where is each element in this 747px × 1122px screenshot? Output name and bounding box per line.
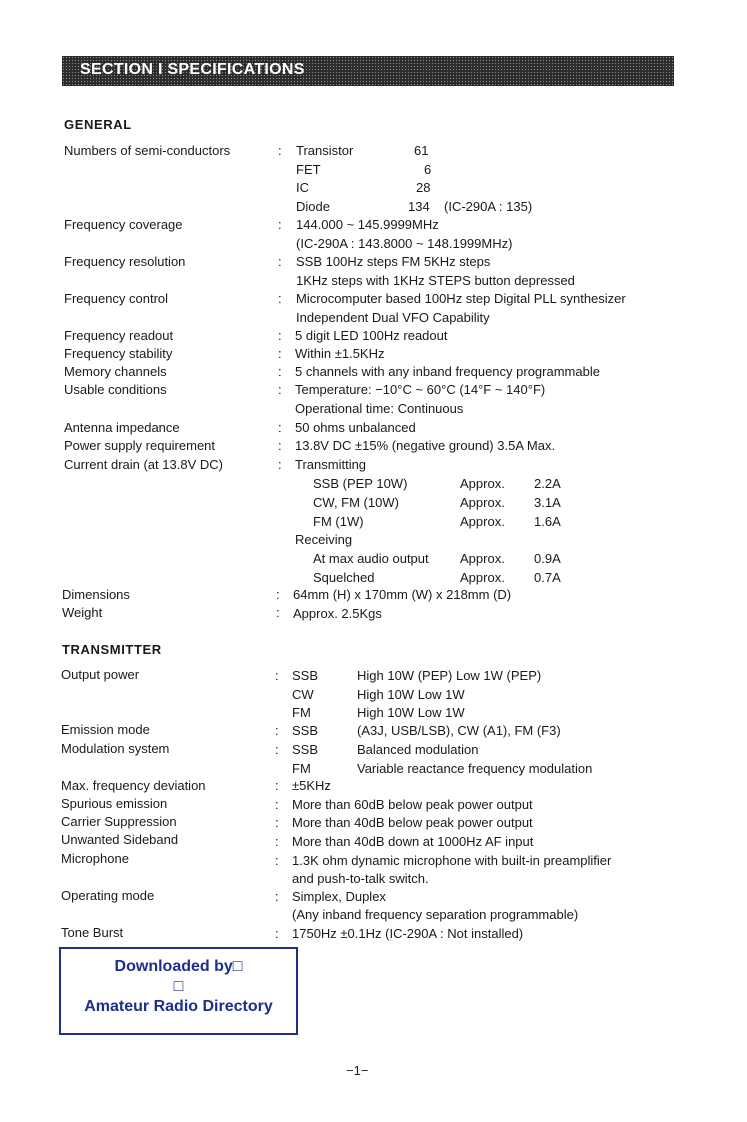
rx-mode: At max audio output (313, 551, 429, 566)
tone-value: 1750Hz ±0.1Hz (IC-290A : Not installed) (292, 926, 524, 941)
colon: : (278, 382, 282, 397)
semiconductors-label: Numbers of semi-conductors (64, 143, 231, 158)
download-stamp-source: Amateur Radio Directory (84, 998, 273, 1015)
download-stamp (59, 947, 298, 1035)
semi-name: IC (296, 180, 309, 195)
tx-mode: FM (1W) (313, 514, 364, 529)
colon: : (275, 853, 279, 868)
microphone-label: Microphone (61, 851, 129, 866)
semi-note: (IC-290A : 135) (444, 199, 533, 214)
colon: : (278, 254, 282, 269)
tx-amps: 3.1A (534, 495, 561, 510)
colon: : (275, 723, 279, 738)
modulation-value: Variable reactance frequency modulation (357, 761, 593, 776)
freq-resolution-note: 1KHz steps with 1KHz STEPS button depressed (296, 273, 575, 288)
weight-value: Approx. 2.5Kgs (293, 606, 382, 621)
freq-control-label: Frequency control (64, 291, 169, 306)
colon: : (278, 420, 282, 435)
output-mode: SSB (292, 668, 319, 683)
operating-note: (Any inband frequency separation programmable) (292, 907, 579, 922)
colon: : (276, 587, 280, 602)
memory-value: 5 channels with any inband frequency programmable (295, 364, 600, 379)
sideband-value: More than 40dB down at 1000Hz AF input (292, 834, 534, 849)
freq-control-note: Independent Dual VFO Capability (296, 310, 490, 325)
usable-time: Operational time: Continuous (295, 401, 464, 416)
rx-approx: Approx. (460, 551, 505, 566)
dimensions-label: Dimensions (62, 587, 130, 602)
rx-mode: Squelched (313, 570, 375, 585)
tx-amps: 1.6A (534, 514, 561, 529)
freq-readout-label: Frequency readout (64, 328, 174, 343)
power-supply-label: Power supply requirement (64, 438, 216, 453)
semi-name: Transistor (296, 143, 354, 158)
colon: : (275, 889, 279, 904)
tx-mode: SSB (PEP 10W) (313, 476, 408, 491)
semi-count: 61 (414, 143, 429, 158)
tx-amps: 2.2A (534, 476, 561, 491)
output-mode: CW (292, 687, 314, 702)
tone-label: Tone Burst (61, 925, 124, 940)
current-label: Current drain (at 13.8V DC) (64, 457, 223, 472)
colon: : (276, 605, 280, 620)
tx-approx: Approx. (460, 495, 505, 510)
semi-count: 28 (416, 180, 431, 195)
output-value: High 10W (PEP) Low 1W (PEP) (357, 668, 542, 683)
modulation-mode: FM (292, 761, 311, 776)
carrier-value: More than 40dB below peak power output (292, 815, 533, 830)
colon: : (278, 143, 282, 158)
usable-temperature: Temperature: −10°C ~ 60°C (14°F ~ 140°F) (295, 382, 546, 397)
sideband-label: Unwanted Sideband (61, 832, 179, 847)
spurious-value: More than 60dB below peak power output (292, 797, 533, 812)
freq-coverage-note: (IC-290A : 143.8000 ~ 148.1999MHz) (296, 236, 513, 251)
modulation-value: Balanced modulation (357, 742, 479, 757)
emission-mode: SSB (292, 723, 319, 738)
page-number: −1− (346, 1063, 369, 1078)
colon: : (278, 346, 282, 361)
freq-coverage-label: Frequency coverage (64, 217, 183, 232)
operating-value: Simplex, Duplex (292, 889, 386, 904)
freq-stability-label: Frequency stability (64, 346, 173, 361)
output-power-label: Output power (61, 667, 140, 682)
transmitting-label: Transmitting (295, 457, 367, 472)
power-supply-value: 13.8V DC ±15% (negative ground) 3.5A Max. (295, 438, 556, 453)
output-value: High 10W Low 1W (357, 705, 465, 720)
freq-control-value: Microcomputer based 100Hz step Digital PLL synthesizer (296, 291, 626, 306)
rx-amps: 0.9A (534, 551, 561, 566)
colon: : (278, 457, 282, 472)
download-stamp-line: □ (173, 978, 184, 995)
colon: : (275, 834, 279, 849)
antenna-value: 50 ohms unbalanced (295, 420, 416, 435)
semi-count: 134 (408, 199, 430, 214)
operating-label: Operating mode (61, 888, 155, 903)
modulation-label: Modulation system (61, 741, 170, 756)
colon: : (278, 291, 282, 306)
modulation-mode: SSB (292, 742, 319, 757)
output-mode: FM (292, 705, 311, 720)
receiving-label: Receiving (295, 532, 353, 547)
colon: : (275, 778, 279, 793)
colon: : (275, 668, 279, 683)
tx-approx: Approx. (460, 476, 505, 491)
rx-amps: 0.7A (534, 570, 561, 585)
carrier-label: Carrier Suppression (61, 814, 177, 829)
colon: : (278, 438, 282, 453)
section-title: SECTION I SPECIFICATIONS (80, 61, 305, 78)
colon: : (275, 926, 279, 941)
colon: : (278, 217, 282, 232)
output-value: High 10W Low 1W (357, 687, 465, 702)
freq-resolution-value: SSB 100Hz steps FM 5KHz steps (296, 254, 491, 269)
semi-count: 6 (424, 162, 432, 177)
colon: : (278, 328, 282, 343)
rx-approx: Approx. (460, 570, 505, 585)
weight-label: Weight (62, 605, 103, 620)
semi-name: FET (296, 162, 321, 177)
colon: : (278, 364, 282, 379)
transmitter-heading: TRANSMITTER (62, 642, 162, 657)
deviation-value: ±5KHz (292, 778, 331, 793)
deviation-label: Max. frequency deviation (61, 778, 206, 793)
general-heading: GENERAL (64, 117, 132, 132)
download-stamp-line: Downloaded by□ (114, 958, 243, 975)
antenna-label: Antenna impedance (64, 420, 180, 435)
freq-coverage-value: 144.000 ~ 145.9999MHz (296, 217, 439, 232)
freq-readout-value: 5 digit LED 100Hz readout (295, 328, 448, 343)
colon: : (275, 815, 279, 830)
semi-name: Diode (296, 199, 330, 214)
spurious-label: Spurious emission (61, 796, 168, 811)
microphone-note: and push-to-talk switch. (292, 871, 429, 886)
freq-resolution-label: Frequency resolution (64, 254, 186, 269)
emission-label: Emission mode (61, 722, 150, 737)
memory-label: Memory channels (64, 364, 167, 379)
section-banner (62, 56, 674, 86)
dimensions-value: 64mm (H) x 170mm (W) x 218mm (D) (293, 587, 512, 602)
freq-stability-value: Within ±1.5KHz (295, 346, 385, 361)
usable-label: Usable conditions (64, 382, 167, 397)
tx-approx: Approx. (460, 514, 505, 529)
colon: : (275, 742, 279, 757)
microphone-value: 1.3K ohm dynamic microphone with built-in preamplifier (292, 853, 612, 868)
colon: : (275, 797, 279, 812)
emission-value: (A3J, USB/LSB), CW (A1), FM (F3) (357, 723, 561, 738)
tx-mode: CW, FM (10W) (313, 495, 399, 510)
